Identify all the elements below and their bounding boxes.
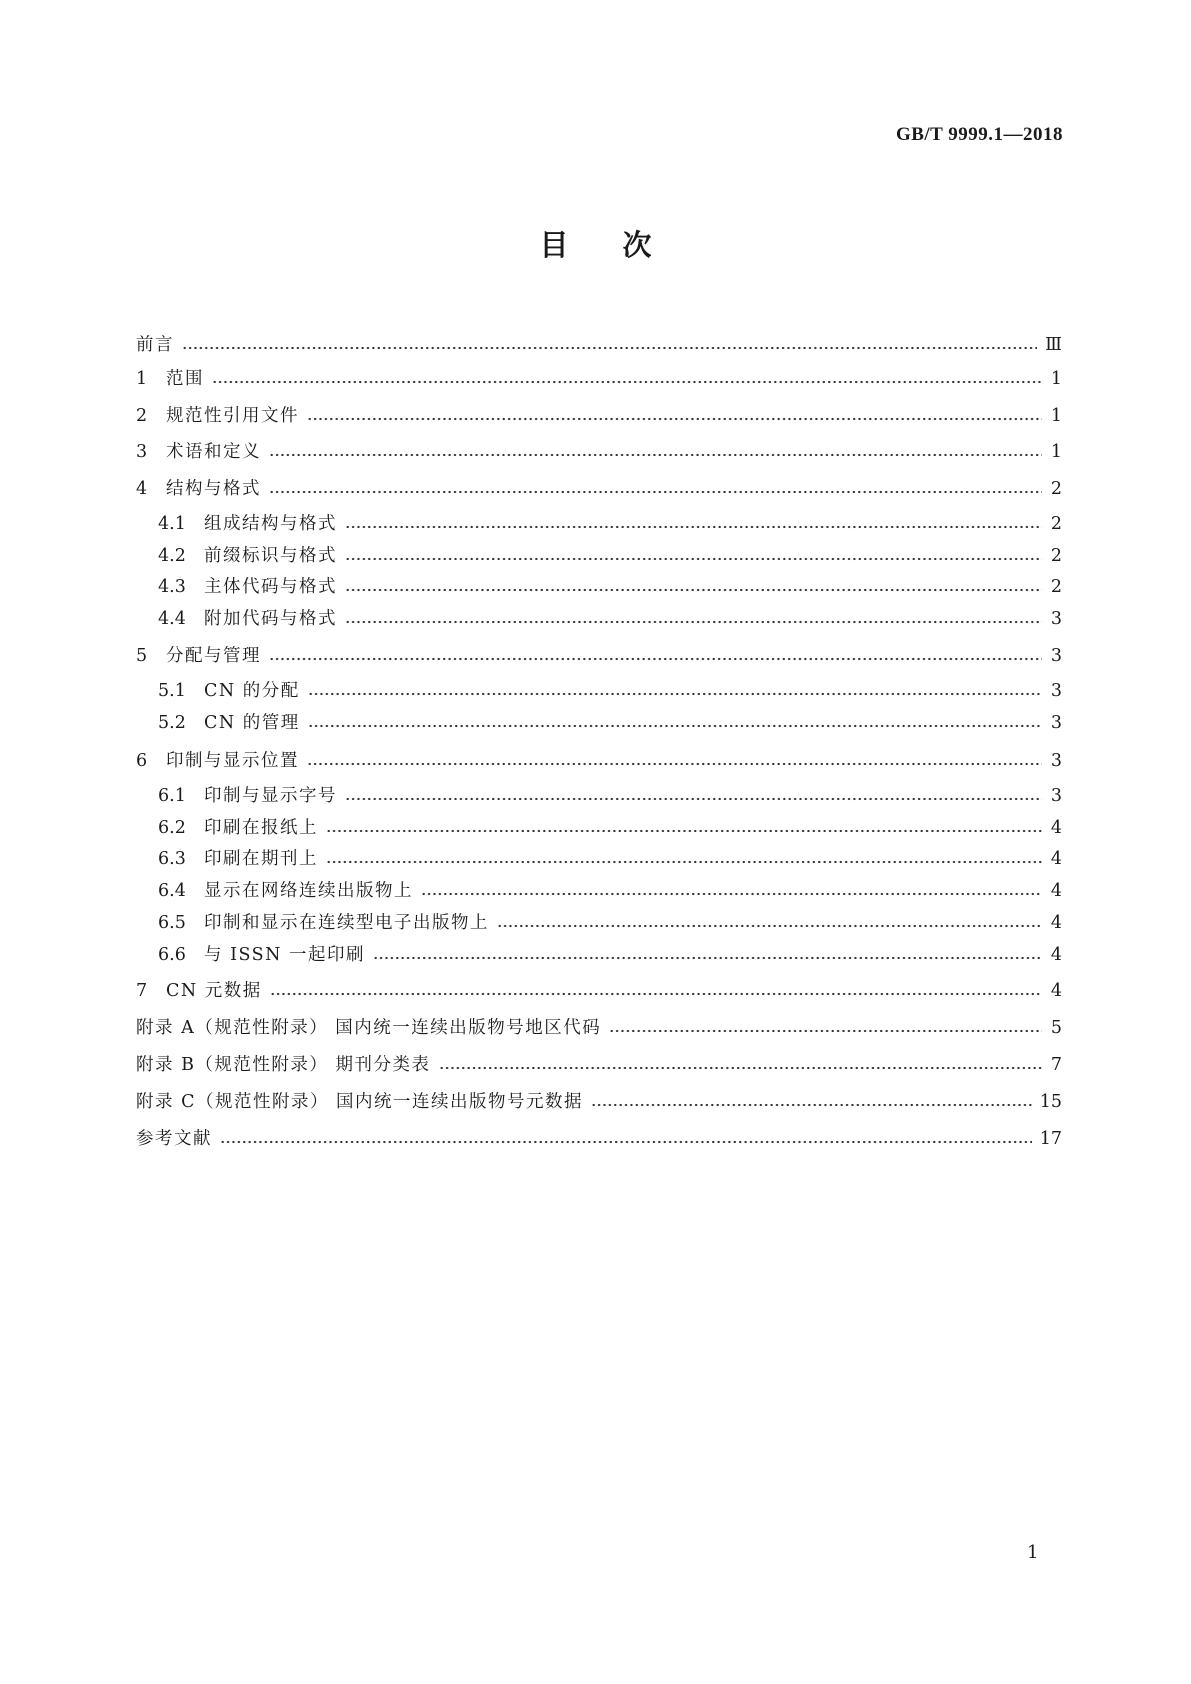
dot-leader [182,345,1037,351]
toc-entry-page: 2 [1050,479,1062,499]
toc-entry-annex-a[interactable] [136,1009,1062,1039]
toc-entry-6-1[interactable] [158,777,1062,807]
toc-entry-number: 6.3 [158,849,186,869]
standard-code: GB/T 9999.1—2018 [895,124,1063,145]
toc-entry-label: 印制与显示字号 [204,786,337,806]
dot-leader [345,587,1042,593]
toc-entry-page: 3 [1050,786,1062,806]
toc-entry-page: 2 [1050,514,1062,534]
toc-entry-label: 附录 B（规范性附录） 期刊分类表 [136,1055,431,1075]
toc-entry-label: 附录 A（规范性附录） 国内统一连续出版物号地区代码 [136,1018,602,1038]
toc-entry-6-4[interactable] [158,872,1062,902]
toc-entry-6-5[interactable] [158,904,1062,934]
toc-entry-page: 3 [1050,646,1062,666]
toc-entry-label: 参考文献 [136,1129,212,1149]
toc-entry-page: 7 [1050,1055,1062,1075]
toc-entry-page: 1 [1050,369,1062,389]
dot-leader [307,416,1042,422]
dot-leader [326,859,1042,865]
toc-entry-label: 印制与显示位置 [166,751,299,771]
dot-leader [345,796,1042,802]
toc-entry-annex-c[interactable] [136,1083,1062,1113]
dot-leader [308,723,1042,729]
toc-entry-label: CN 元数据 [166,981,262,1001]
toc-entry-6-6[interactable] [158,936,1062,966]
toc-entry-number: 5.2 [158,713,186,733]
dot-leader [270,991,1042,997]
toc-entry-6-3[interactable] [158,840,1062,870]
toc-entry-page: Ⅲ [1045,335,1062,355]
toc-entry-6-2[interactable] [158,809,1062,839]
dot-leader [345,556,1042,562]
toc-entry-5-2[interactable] [158,704,1062,734]
dot-leader [308,691,1042,697]
dot-leader [373,955,1042,961]
toc-entry-label: 印刷在报纸上 [204,818,318,838]
dot-leader [269,489,1042,495]
toc-entry-label: 与 ISSN 一起印刷 [204,945,366,965]
toc-entry-page: 5 [1050,1018,1062,1038]
toc-entry-annex-b[interactable] [136,1046,1062,1076]
toc-entry-number: 6.4 [158,881,186,901]
toc-entry-4-4[interactable] [158,600,1062,630]
toc-entry-number: 6.1 [158,786,186,806]
toc-entry-3[interactable] [136,433,1062,463]
toc-entry-7[interactable] [136,972,1062,1002]
toc-entry-number: 6.5 [158,913,186,933]
toc-entry-4-3[interactable] [158,568,1062,598]
toc-entry-page: 3 [1050,713,1062,733]
toc-entry-page: 4 [1050,881,1062,901]
toc-entry-label: CN 的分配 [204,681,300,701]
toc-entry-label: 分配与管理 [166,646,261,666]
toc-entry-4[interactable] [136,470,1062,500]
toc-entry-label: 范围 [166,369,204,389]
toc-entry-label: 主体代码与格式 [204,577,337,597]
dot-leader [609,1028,1042,1034]
toc-entry-6[interactable] [136,742,1062,772]
toc-entry-number: 6 [136,751,148,771]
dot-leader [269,452,1042,458]
toc-entry-5-1[interactable] [158,672,1062,702]
dot-leader [345,619,1042,625]
toc-entry-page: 3 [1050,681,1062,701]
toc-entry-5[interactable] [136,637,1062,667]
dot-leader [269,656,1042,662]
toc-entry-label: 术语和定义 [166,442,261,462]
toc-entry-label: 印制和显示在连续型电子出版物上 [204,913,489,933]
toc-entry-4-1[interactable] [158,505,1062,535]
toc-entry-page: 15 [1039,1092,1062,1112]
toc-entry-page: 4 [1050,818,1062,838]
dot-leader [591,1102,1032,1108]
dot-leader [326,828,1042,834]
toc-entry-label: 前缀标识与格式 [204,546,337,566]
toc-entry-number: 1 [136,369,148,389]
toc-entry-number: 4.2 [158,546,186,566]
toc-entry-page: 3 [1050,751,1062,771]
toc-entry-page: 4 [1050,849,1062,869]
toc-entry-label: 前言 [136,335,174,355]
toc-entry-page: 1 [1050,442,1062,462]
toc-entry-label: 结构与格式 [166,479,261,499]
toc-entry-page: 4 [1050,945,1062,965]
toc-entry-2[interactable] [136,397,1062,427]
toc-entry-label: 显示在网络连续出版物上 [204,881,413,901]
dot-leader [307,761,1042,767]
toc-entry-page: 17 [1039,1129,1062,1149]
toc-entry-page: 2 [1050,577,1062,597]
page-number: 1 [1027,1542,1039,1563]
dot-leader [497,923,1042,929]
toc-entry-label: 规范性引用文件 [166,406,299,426]
dot-leader [220,1139,1032,1145]
toc-entry-label: 组成结构与格式 [204,514,337,534]
toc-entry-number: 6.6 [158,945,186,965]
toc-entry-4-2[interactable] [158,537,1062,567]
toc-entry-label: CN 的管理 [204,713,300,733]
toc-entry-number: 5 [136,646,148,666]
toc-entry-page: 1 [1050,406,1062,426]
toc-entry-page: 4 [1050,981,1062,1001]
toc-entry-label: 附录 C（规范性附录） 国内统一连续出版物号元数据 [136,1092,584,1112]
dot-leader [439,1065,1043,1071]
toc-entry-references[interactable] [136,1120,1062,1150]
dot-leader [421,891,1042,897]
toc-entry-number: 3 [136,442,148,462]
dot-leader [212,379,1042,385]
toc-entry-label: 印刷在期刊上 [204,849,318,869]
toc-entry-number: 5.1 [158,681,186,701]
toc-entry-number: 7 [136,981,148,1001]
toc-entry-1[interactable] [136,360,1062,390]
toc-entry-page: 4 [1050,913,1062,933]
toc-entry-number: 4.3 [158,577,186,597]
toc-entry-number: 6.2 [158,818,186,838]
toc-entry-number: 4.1 [158,514,186,534]
toc-entry-number: 2 [136,406,148,426]
toc-entry-number: 4.4 [158,609,186,629]
toc-title: 目次 [539,228,706,262]
toc-entry-foreword[interactable] [136,326,1062,356]
toc-entry-page: 3 [1050,609,1062,629]
dot-leader [345,524,1042,530]
toc-entry-page: 2 [1050,546,1062,566]
toc-entry-number: 4 [136,479,148,499]
toc-entry-label: 附加代码与格式 [204,609,337,629]
